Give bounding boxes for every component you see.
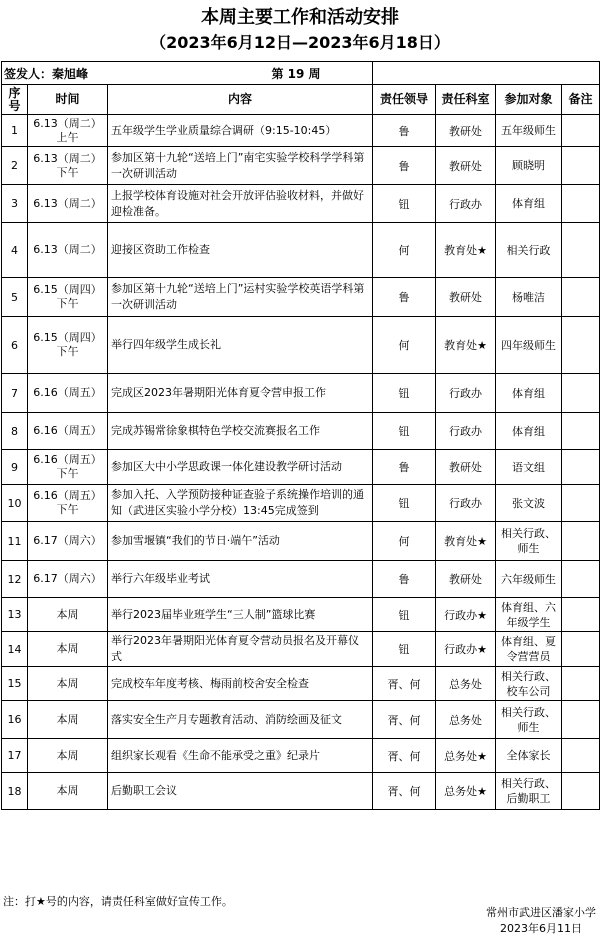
- cell-target: 体育组、夏令营营员: [496, 632, 562, 667]
- cell-office: 教育处★: [436, 522, 496, 561]
- table-row: [2, 739, 600, 773]
- cell-note: [562, 739, 600, 773]
- table-row: [2, 223, 600, 278]
- cell-seq: 1: [2, 115, 28, 147]
- table-row: [2, 147, 600, 185]
- cell-target: 相关行政、后勤职工: [496, 773, 562, 810]
- cell-seq: 13: [2, 598, 28, 632]
- cell-leader: 钮: [373, 632, 436, 667]
- cell-office: 行政办: [436, 185, 496, 223]
- col-header-leader: 责任领导: [373, 85, 436, 115]
- cell-office: 总务处★: [436, 739, 496, 773]
- cell-leader: 钮: [373, 413, 436, 450]
- cell-office: 行政办: [436, 485, 496, 522]
- cell-seq: 3: [2, 185, 28, 223]
- cell-office: 行政办: [436, 413, 496, 450]
- table-row: [2, 485, 600, 522]
- cell-time: 6.13（周二）: [28, 223, 108, 278]
- cell-time: 本周: [28, 701, 108, 739]
- meta-row: [2, 62, 600, 85]
- cell-note: [562, 485, 600, 522]
- cell-office: 行政办★: [436, 632, 496, 667]
- cell-target: 体育组: [496, 374, 562, 413]
- schedule-table: [1, 61, 600, 810]
- table-row: [2, 522, 600, 561]
- cell-target: 杨唯洁: [496, 278, 562, 317]
- cell-leader: 胥、何: [373, 773, 436, 810]
- cell-target: 张文波: [496, 485, 562, 522]
- cell-office: 总务处★: [436, 773, 496, 810]
- cell-target: 全体家长: [496, 739, 562, 773]
- cell-seq: 17: [2, 739, 28, 773]
- cell-seq: 12: [2, 561, 28, 598]
- signer-week-cell: [2, 62, 373, 85]
- cell-seq: 6: [2, 317, 28, 374]
- cell-office: 教研处: [436, 450, 496, 485]
- cell-leader: 胥、何: [373, 667, 436, 701]
- cell-content: 参加区第十九轮“送培上门”南宅实验学校科学学科第一次研训活动: [108, 147, 373, 185]
- cell-time: 本周: [28, 667, 108, 701]
- col-header-seq: 序号: [2, 85, 28, 115]
- cell-content: 落实安全生产月专题教育活动、消防绘画及征文: [108, 701, 373, 739]
- cell-office: 教研处: [436, 147, 496, 185]
- cell-time: 6.13（周二）下午: [28, 147, 108, 185]
- cell-leader: 鲁: [373, 115, 436, 147]
- cell-note: [562, 147, 600, 185]
- cell-leader: 何: [373, 522, 436, 561]
- cell-time: 6.16（周五）: [28, 413, 108, 450]
- cell-office: 教研处: [436, 115, 496, 147]
- cell-target: 四年级师生: [496, 317, 562, 374]
- cell-target: 体育组: [496, 185, 562, 223]
- cell-note: [562, 522, 600, 561]
- cell-leader: 钮: [373, 374, 436, 413]
- cell-leader: 钮: [373, 485, 436, 522]
- cell-content: 完成苏锡常徐象棋特色学校交流赛报名工作: [108, 413, 373, 450]
- cell-seq: 7: [2, 374, 28, 413]
- cell-note: [562, 185, 600, 223]
- cell-seq: 15: [2, 667, 28, 701]
- cell-note: [562, 450, 600, 485]
- cell-leader: 胥、何: [373, 739, 436, 773]
- cell-content: 举行六年级毕业考试: [108, 561, 373, 598]
- table-row: [2, 115, 600, 147]
- cell-leader: 胥、何: [373, 701, 436, 739]
- cell-target: 六年级师生: [496, 561, 562, 598]
- cell-leader: 何: [373, 223, 436, 278]
- cell-content: 完成校车年度考核、梅雨前校舍安全检查: [108, 667, 373, 701]
- cell-time: 本周: [28, 632, 108, 667]
- cell-note: [562, 598, 600, 632]
- date-range-subtitle: （2023年6月12日—2023年6月18日）: [150, 33, 450, 52]
- cell-content: 上报学校体育设施对社会开放评估验收材料，并做好迎检准备。: [108, 185, 373, 223]
- cell-office: 教育处★: [436, 223, 496, 278]
- cell-time: 本周: [28, 598, 108, 632]
- table-header-row: [2, 85, 600, 115]
- col-header-office: 责任科室: [436, 85, 496, 115]
- cell-time: 6.15（周四）下午: [28, 278, 108, 317]
- cell-note: [562, 413, 600, 450]
- issue-date: 2023年6月11日: [500, 922, 582, 935]
- cell-leader: 钮: [373, 185, 436, 223]
- cell-target: 顾晓明: [496, 147, 562, 185]
- meta-empty-cell: [373, 62, 600, 85]
- table-row: [2, 632, 600, 667]
- cell-target: 体育组、六年级学生: [496, 598, 562, 632]
- cell-note: [562, 374, 600, 413]
- cell-office: 总务处: [436, 701, 496, 739]
- cell-note: [562, 667, 600, 701]
- cell-target: 五年级师生: [496, 115, 562, 147]
- cell-leader: 何: [373, 317, 436, 374]
- cell-time: 6.13（周二）上午: [28, 115, 108, 147]
- col-header-content: 内容: [108, 85, 373, 115]
- cell-seq: 11: [2, 522, 28, 561]
- cell-leader: 鲁: [373, 450, 436, 485]
- table-row: [2, 317, 600, 374]
- cell-target: 相关行政、师生: [496, 522, 562, 561]
- cell-leader: 鲁: [373, 147, 436, 185]
- cell-note: [562, 278, 600, 317]
- cell-target: 相关行政、师生: [496, 701, 562, 739]
- cell-leader: 钮: [373, 598, 436, 632]
- table-row: [2, 413, 600, 450]
- cell-target: 相关行政、校车公司: [496, 667, 562, 701]
- cell-office: 教育处★: [436, 317, 496, 374]
- cell-note: [562, 632, 600, 667]
- cell-content: 迎接区资助工作检查: [108, 223, 373, 278]
- cell-note: [562, 317, 600, 374]
- school-name: 常州市武进区潘家小学: [486, 906, 596, 919]
- cell-target: 相关行政: [496, 223, 562, 278]
- cell-leader: 鲁: [373, 561, 436, 598]
- cell-seq: 2: [2, 147, 28, 185]
- cell-note: [562, 115, 600, 147]
- cell-time: 6.16（周五）下午: [28, 485, 108, 522]
- cell-note: [562, 223, 600, 278]
- footer-signature: [486, 905, 596, 937]
- cell-target: 体育组: [496, 413, 562, 450]
- cell-office: 教研处: [436, 561, 496, 598]
- cell-office: 教研处: [436, 278, 496, 317]
- cell-content: 参加区第十九轮“送培上门”运村实验学校英语学科第一次研训活动: [108, 278, 373, 317]
- cell-time: 6.17（周六）: [28, 561, 108, 598]
- week-label: 第 19 周: [271, 66, 321, 81]
- cell-target: 语文组: [496, 450, 562, 485]
- cell-content: 参加雪堰镇“我们的节日·端午”活动: [108, 522, 373, 561]
- table-row: [2, 278, 600, 317]
- cell-seq: 16: [2, 701, 28, 739]
- cell-note: [562, 561, 600, 598]
- table-row: [2, 598, 600, 632]
- table-row: [2, 185, 600, 223]
- cell-content: 参加区大中小学思政课一体化建设教学研讨活动: [108, 450, 373, 485]
- cell-content: 五年级学生学业质量综合调研（9:15-10:45）: [108, 115, 373, 147]
- cell-content: 参加入托、入学预防接种证查验子系统操作培训的通知（武进区实验小学分校）13:45完成签到: [108, 485, 373, 522]
- cell-content: 举行四年级学生成长礼: [108, 317, 373, 374]
- cell-seq: 9: [2, 450, 28, 485]
- table-row: [2, 374, 600, 413]
- cell-seq: 10: [2, 485, 28, 522]
- cell-content: 举行2023年暑期阳光体育夏令营动员报名及开幕仪式: [108, 632, 373, 667]
- cell-content: 组织家长观看《生命不能承受之重》纪录片: [108, 739, 373, 773]
- cell-office: 总务处: [436, 667, 496, 701]
- cell-time: 6.16（周五）下午: [28, 450, 108, 485]
- cell-seq: 5: [2, 278, 28, 317]
- cell-time: 6.15（周四）下午: [28, 317, 108, 374]
- cell-time: 本周: [28, 739, 108, 773]
- cell-time: 6.17（周六）: [28, 522, 108, 561]
- schedule-rows: [2, 115, 600, 810]
- col-header-time: 时间: [28, 85, 108, 115]
- cell-leader: 鲁: [373, 278, 436, 317]
- page-title: 本周主要工作和活动安排: [201, 7, 399, 28]
- table-row: [2, 450, 600, 485]
- cell-content: 举行2023届毕业班学生“三人制”篮球比赛: [108, 598, 373, 632]
- cell-content: 后勤职工会议: [108, 773, 373, 810]
- cell-seq: 4: [2, 223, 28, 278]
- cell-time: 6.16（周五）: [28, 374, 108, 413]
- table-row: [2, 667, 600, 701]
- cell-seq: 18: [2, 773, 28, 810]
- cell-time: 本周: [28, 773, 108, 810]
- cell-seq: 14: [2, 632, 28, 667]
- cell-office: 行政办★: [436, 598, 496, 632]
- cell-note: [562, 701, 600, 739]
- table-row: [2, 561, 600, 598]
- cell-content: 完成区2023年暑期阳光体育夏令营申报工作: [108, 374, 373, 413]
- table-row: [2, 773, 600, 810]
- cell-note: [562, 773, 600, 810]
- cell-office: 行政办: [436, 374, 496, 413]
- col-header-target: 参加对象: [496, 85, 562, 115]
- footer-note: 注：打★号的内容，请责任科室做好宣传工作。: [3, 895, 233, 908]
- col-header-note: 备注: [562, 85, 600, 115]
- cell-time: 6.13（周二）: [28, 185, 108, 223]
- cell-seq: 8: [2, 413, 28, 450]
- table-row: [2, 701, 600, 739]
- signer-label: 签发人：秦旭峰: [4, 66, 89, 81]
